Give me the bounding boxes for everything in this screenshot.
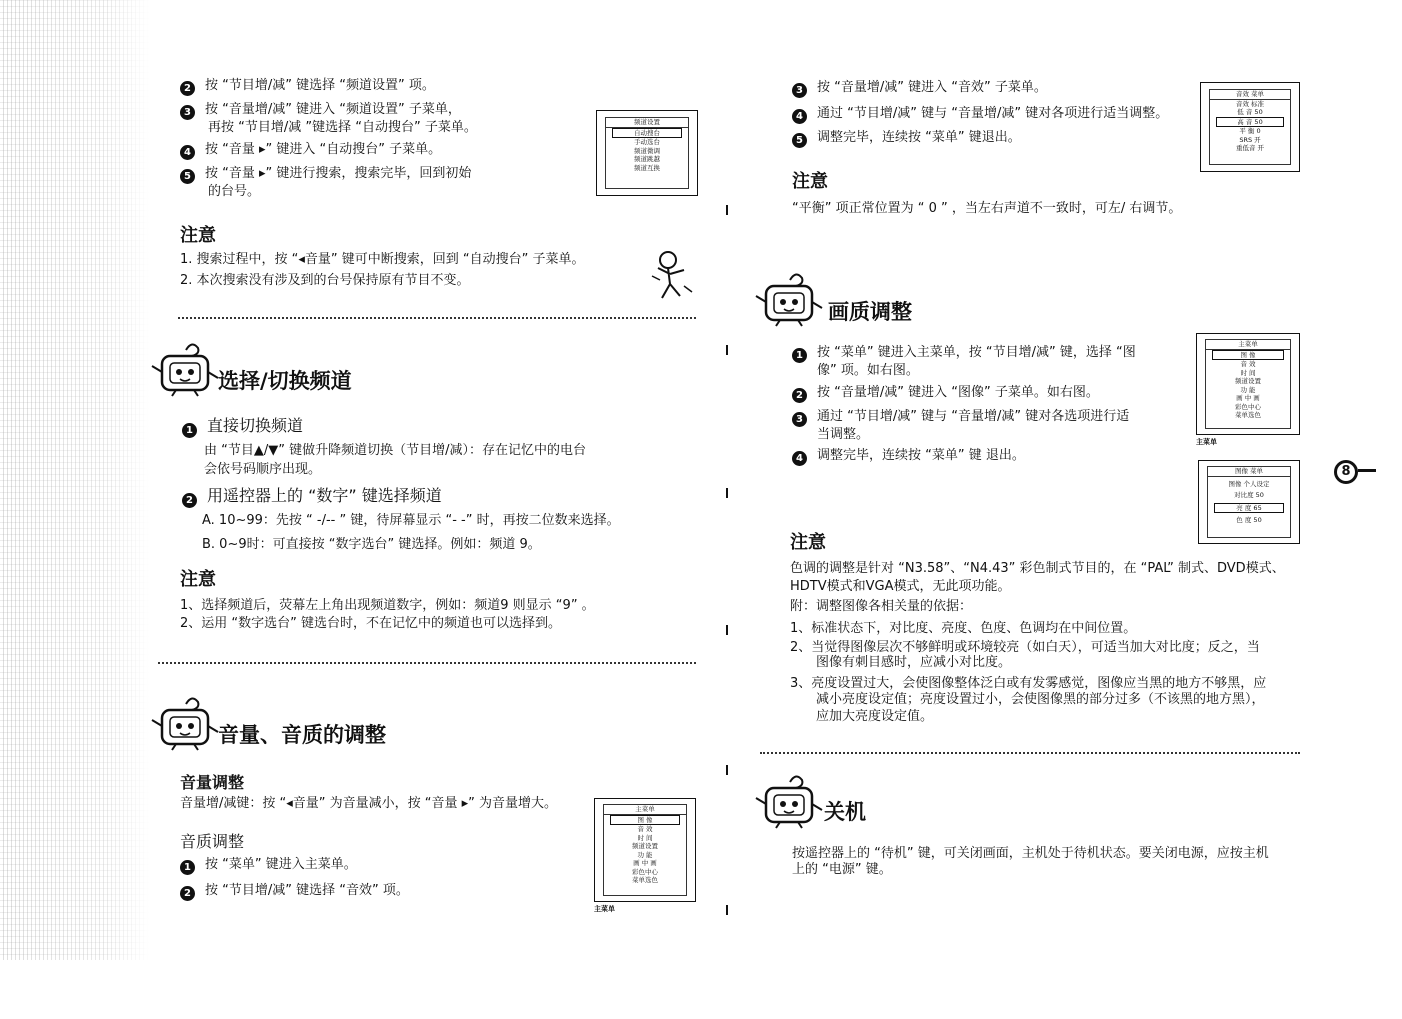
- notice-item: 2、运用 “数字选台” 键选台时，不在记忆中的频道也可以选择到。: [180, 616, 562, 631]
- step-number: 1: [180, 860, 195, 875]
- tv-mascot-icon: [754, 270, 824, 328]
- main-menu-diagram: 主菜单 图 像 音 效 时 间 频道设置 功 能 画 中 画 彩色中心 菜单选色: [594, 798, 696, 902]
- section-title: 音量、音质的调整: [218, 723, 386, 747]
- left-step-2: 2 按 “节目增/减” 键选择 “频道设置” 项。: [180, 78, 435, 96]
- binding-edge: [0, 0, 150, 960]
- quality-step-1: 1 按 “菜单” 键进入主菜单。: [180, 857, 357, 875]
- step-number: 4: [792, 451, 807, 466]
- step-number: 2: [182, 493, 197, 508]
- notice-text: “平衡” 项正常位置为 “ 0 ” ，当左右声道不一致时，可左/ 右调节。: [792, 201, 1182, 216]
- notice-item: 1. 搜索过程中，按 “◂音量” 键可中断搜索，回到 “自动搜台” 子菜单。: [180, 252, 585, 267]
- left-step-4: 4 按 “音量 ▸” 键进入 “自动搜台” 子菜单。: [180, 142, 441, 160]
- tv-mascot-icon: [150, 340, 220, 398]
- channel-settings-menu: 频道设置 自动搜台 手动选台 频道微调 频道跳越 频道互换: [596, 110, 698, 196]
- gutter-mark: [726, 488, 728, 498]
- body-text: 音量增/减键：按 “◂音量” 为音量减小，按 “音量 ▸” 为音量增大。: [180, 796, 558, 811]
- picture-step-3: 3 通过 “节目增/减” 键与 “音量增/减” 键对各选项进行适 当调整。: [792, 409, 1129, 443]
- step-number: 1: [792, 348, 807, 363]
- subsection-title: 音质调整: [180, 832, 245, 851]
- page-number: 8: [1334, 460, 1358, 484]
- step-number: 1: [182, 423, 197, 438]
- subsection-heading: 2 用遥控器上的 “数字” 键选择频道: [182, 486, 442, 508]
- body-text: A. 10~99：先按 “ -/-- ” 键，待屏幕显示 “- -” 时，再按二位数来选择。: [202, 513, 620, 528]
- notice-item: 应加大亮度设定值。: [816, 709, 934, 724]
- step-number: 3: [792, 83, 807, 98]
- notice-item: 1、选择频道后，荧幕左上角出现频道数字，例如：频道9 则显示 “9” 。: [180, 598, 595, 613]
- subsection-heading: 1 直接切换频道: [182, 416, 303, 438]
- body-text: 上的 “电源” 键。: [792, 862, 892, 877]
- step-number: 4: [180, 145, 195, 160]
- step-number: 2: [180, 886, 195, 901]
- left-step-5: 5 按 “音量 ▸” 键进行搜索，搜索完毕，回到初始 的台号。: [180, 166, 471, 200]
- gutter-mark: [726, 205, 728, 215]
- step-number: 3: [180, 105, 195, 120]
- main-menu-diagram: 主菜单 图 像 音 效 时 间 频道设置 功 能 画 中 画 彩色中心 菜单选色: [1196, 333, 1300, 435]
- right-step-3: 3 按 “音量增/减” 键进入 “音效” 子菜单。: [792, 80, 1047, 98]
- notice-item: 减小亮度设定值；亮度设置过小，会使图像黑的部分过多（不该黑的地方黑），: [816, 692, 1265, 707]
- menu-caption: 主菜单: [594, 905, 615, 913]
- notice-item: 2、当觉得图像层次不够鲜明或环境较亮（如白天），可适当加大对比度；反之，当: [790, 640, 1260, 655]
- step-number: 2: [180, 81, 195, 96]
- body-text: B. 0~9时：可直接按 “数字选台” 键选择。例如：频道 9。: [202, 537, 541, 552]
- notice-text: HDTV模式和VGA模式，无此项功能。: [790, 579, 1011, 594]
- notice-text: 附：调整图像各相关量的依据：: [790, 599, 973, 614]
- notice-item: 1、标准状态下，对比度、亮度、色度、色调均在中间位置。: [790, 621, 1137, 636]
- quality-step-2: 2 按 “节目增/减” 键选择 “音效” 项。: [180, 883, 409, 901]
- notice-item: 2. 本次搜索没有涉及到的台号保持原有节目不变。: [180, 273, 470, 288]
- section-divider: [760, 752, 1300, 754]
- notice-item: 3、亮度设置过大，会使图像整体泛白或有发雾感觉，图像应当黑的地方不够黑，应: [790, 676, 1267, 691]
- step-number: 4: [792, 109, 807, 124]
- tv-mascot-icon: [150, 694, 220, 752]
- gutter-mark: [726, 625, 728, 635]
- step-number: 2: [792, 388, 807, 403]
- right-step-5: 5 调整完毕，连续按 “菜单” 键退出。: [792, 130, 1021, 148]
- section-divider: [158, 662, 696, 664]
- picture-menu-diagram: 图像 菜单 图像 个人设定 对比度 50 亮 度 65 色 度 50: [1198, 460, 1300, 544]
- notice-title: 注意: [790, 532, 826, 553]
- page-number-tab: [1358, 469, 1376, 472]
- section-divider: [178, 317, 696, 319]
- body-text: 会依号码顺序出现。: [204, 462, 322, 477]
- cartoon-figure-icon: [648, 246, 694, 302]
- left-step-3: 3 按 “音量增/减” 键进入 “频道设置” 子菜单， 再按 “节目增/减 ”键选择 “自动搜台” 子菜单。: [180, 102, 477, 136]
- picture-step-2: 2 按 “音量增/减” 键进入 “图像” 子菜单。如右图。: [792, 385, 1099, 403]
- gutter-mark: [726, 345, 728, 355]
- gutter-mark: [726, 905, 728, 915]
- right-step-4: 4 通过 “节目增/减” 键与 “音量增/减” 键对各项进行适当调整。: [792, 106, 1168, 124]
- menu-caption: 主菜单: [1196, 438, 1217, 446]
- step-number: 5: [180, 169, 195, 184]
- section-title: 画质调整: [828, 300, 912, 324]
- sound-menu-diagram: 音效 菜单 音效 标准 低 音 50 高 音 50 平 衡 0 SRS 开 重低音 开: [1200, 82, 1300, 172]
- notice-title: 注意: [180, 569, 216, 590]
- step-number: 5: [792, 133, 807, 148]
- notice-text: 色调的调整是针对 “N3.58”、“N4.43” 彩色制式节目的，在 “PAL” 制式、DVD模式、: [790, 561, 1285, 576]
- gutter-mark: [726, 765, 728, 775]
- body-text: 由 “节目▲/▼” 键做升降频道切换（节目增/减）：存在记忆中的电台: [204, 443, 586, 458]
- section-title: 选择/切换频道: [218, 369, 352, 393]
- section-title: 关机: [824, 800, 866, 824]
- notice-title: 注意: [180, 225, 216, 246]
- notice-item: 图像有刺目感时，应减小对比度。: [816, 655, 1012, 670]
- body-text: 按遥控器上的 “待机” 键，可关闭画面，主机处于待机状态。要关闭电源，应按主机: [792, 846, 1269, 861]
- step-number: 3: [792, 412, 807, 427]
- picture-step-1: 1 按 “菜单” 键进入主菜单，按 “节目增/减” 键，选择 “图 像” 项。如右图。: [792, 345, 1136, 379]
- tv-mascot-icon: [754, 772, 824, 830]
- picture-step-4: 4 调整完毕，连续按 “菜单” 键 退出。: [792, 448, 1025, 466]
- subsection-title: 音量调整: [180, 773, 245, 792]
- notice-title: 注意: [792, 171, 828, 192]
